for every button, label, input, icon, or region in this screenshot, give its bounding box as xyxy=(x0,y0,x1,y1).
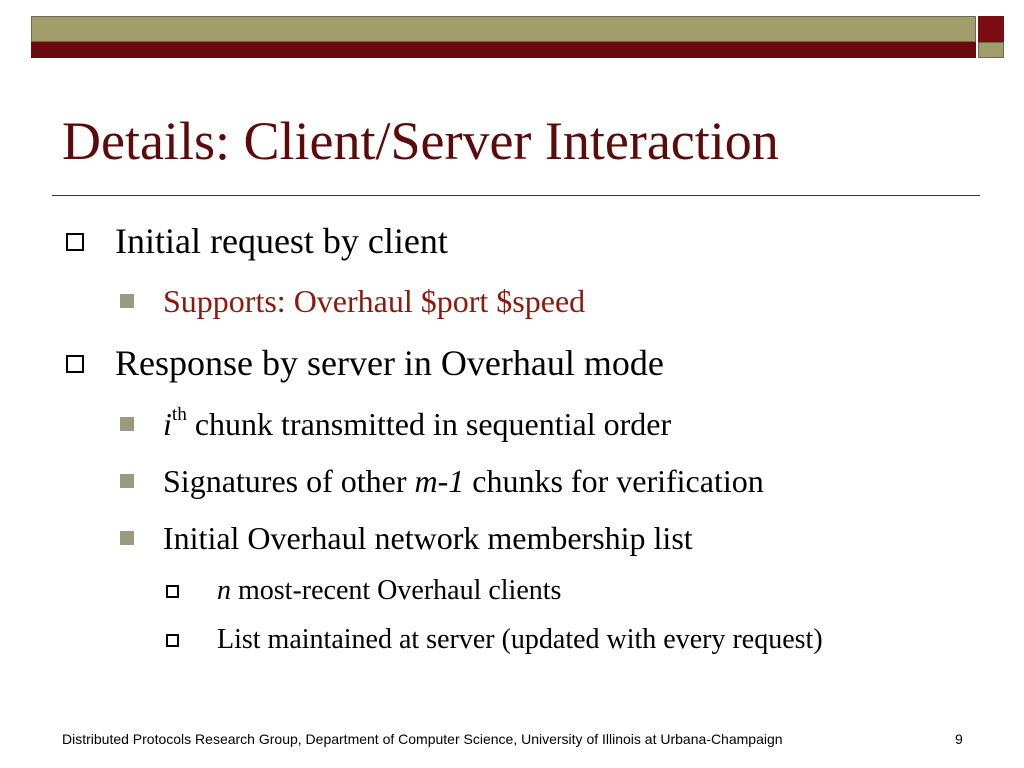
slide-title: Details: Client/Server Interaction xyxy=(62,111,779,171)
bullet-ith-chunk-rest: chunk transmitted in sequential order xyxy=(186,406,672,442)
hollow-square-bullet-icon xyxy=(66,355,84,373)
hollow-square-bullet-icon xyxy=(166,634,179,647)
hollow-square-bullet-icon xyxy=(66,233,84,251)
bullet-recent-clients xyxy=(217,574,561,608)
header-band xyxy=(31,16,976,58)
header-band-olive xyxy=(31,16,976,42)
bullet-ith-chunk-sup: th xyxy=(171,404,187,426)
bullet-recent-clients-rest: most-recent Overhaul clients xyxy=(231,575,562,606)
bullet-signatures-after: chunks for verification xyxy=(464,463,764,499)
bullet-recent-clients-var: n xyxy=(217,575,231,606)
header-corner-olive-square xyxy=(978,42,1004,58)
bullet-signatures-before: Signatures of other xyxy=(163,463,415,499)
filled-square-bullet-icon xyxy=(120,294,134,308)
header-band-maroon xyxy=(31,42,976,58)
bullet-supports-overhaul: Supports: Overhaul $port $speed xyxy=(163,283,586,319)
slide-number: 9 xyxy=(955,731,963,747)
filled-square-bullet-icon xyxy=(120,531,134,545)
bullet-list-maintained: List maintained at server (updated with every request) xyxy=(217,624,823,655)
bullet-response-by-server: Response by server in Overhaul mode xyxy=(115,343,664,383)
bullet-ith-chunk xyxy=(163,405,671,443)
bullet-initial-request: Initial request by client xyxy=(115,221,448,261)
title-divider xyxy=(52,195,980,196)
filled-square-bullet-icon xyxy=(120,474,134,488)
filled-square-bullet-icon xyxy=(120,417,134,431)
header-corner-maroon-square xyxy=(978,16,1004,42)
hollow-square-bullet-icon xyxy=(166,585,179,598)
bullet-ith-chunk-var: i xyxy=(163,406,172,442)
bullet-membership-list: Initial Overhaul network membership list xyxy=(163,520,693,556)
bullet-signatures xyxy=(163,462,764,500)
footer-text: Distributed Protocols Research Group, Department of Computer Science, University of Illinois at Urbana-Champaign xyxy=(62,731,783,747)
bullet-signatures-var: m-1 xyxy=(414,463,465,499)
